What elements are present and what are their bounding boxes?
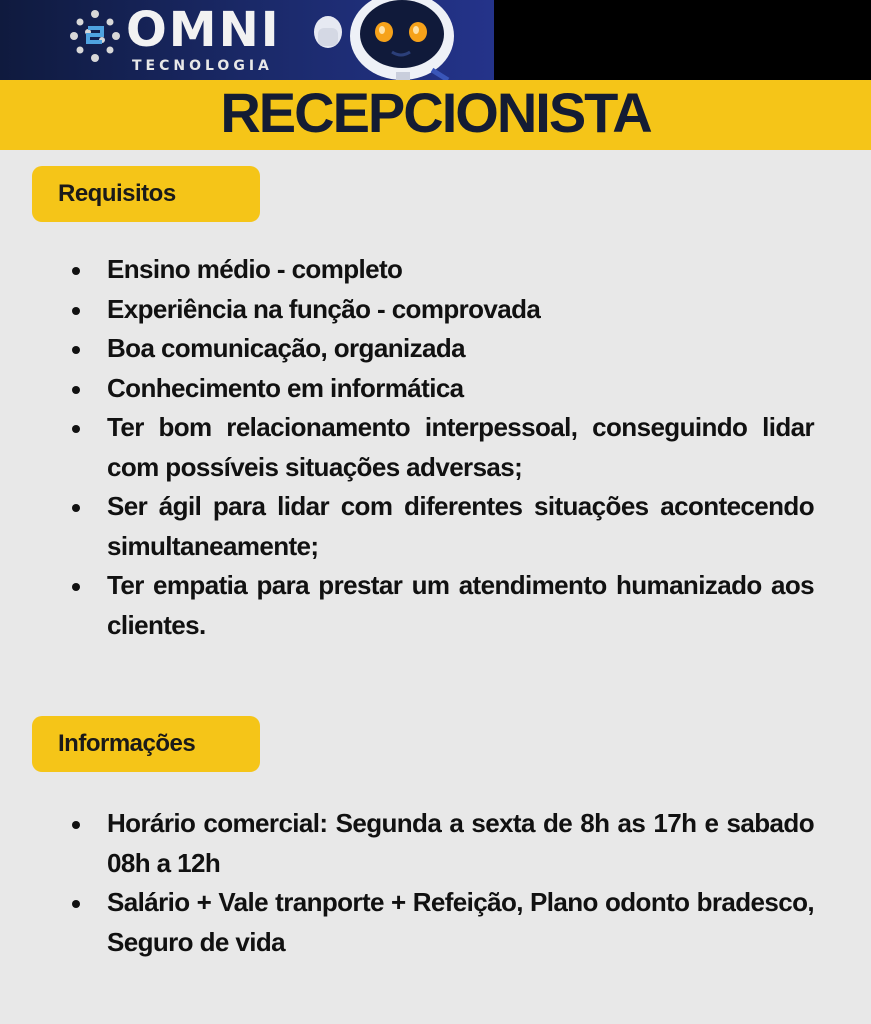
robot-mascot-icon <box>300 0 460 80</box>
requisitos-list <box>70 250 814 645</box>
list-item: Ter empatia para prestar um atendimento humanizado aos clientes. <box>70 566 814 645</box>
omni-logo-icon <box>68 8 122 62</box>
requisitos-section-label <box>32 166 260 222</box>
list-item: Ter bom relacionamento interpessoal, conseguindo lidar com possíveis situações adversas; <box>70 408 814 487</box>
title-band <box>0 80 871 150</box>
list-item: Ensino médio - completo <box>70 250 814 290</box>
list-item: Boa comunicação, organizada <box>70 329 814 369</box>
informacoes-label-text: Informações <box>58 730 196 757</box>
requisitos-label-text: Requisitos <box>58 180 176 207</box>
list-item: Conhecimento em informática <box>70 369 814 409</box>
informacoes-list <box>70 804 814 962</box>
list-item: Salário + Vale tranporte + Refeição, Plano odonto bradesco, Seguro de vida <box>70 883 814 962</box>
list-item: Ser ágil para lidar com diferentes situações acontecendo simultaneamente; <box>70 487 814 566</box>
list-item: Experiência na função - comprovada <box>70 290 814 330</box>
informacoes-section-label <box>32 716 260 772</box>
list-item: Horário comercial: Segunda a sexta de 8h as 17h e sabado 08h a 12h <box>70 804 814 883</box>
brand-subtitle: TECNOLOGIA <box>132 58 273 74</box>
page-title: RECEPCIONISTA <box>220 81 651 144</box>
header-bar <box>0 0 871 80</box>
brand-name: OMNI <box>126 2 281 58</box>
brand-logo <box>0 0 494 80</box>
